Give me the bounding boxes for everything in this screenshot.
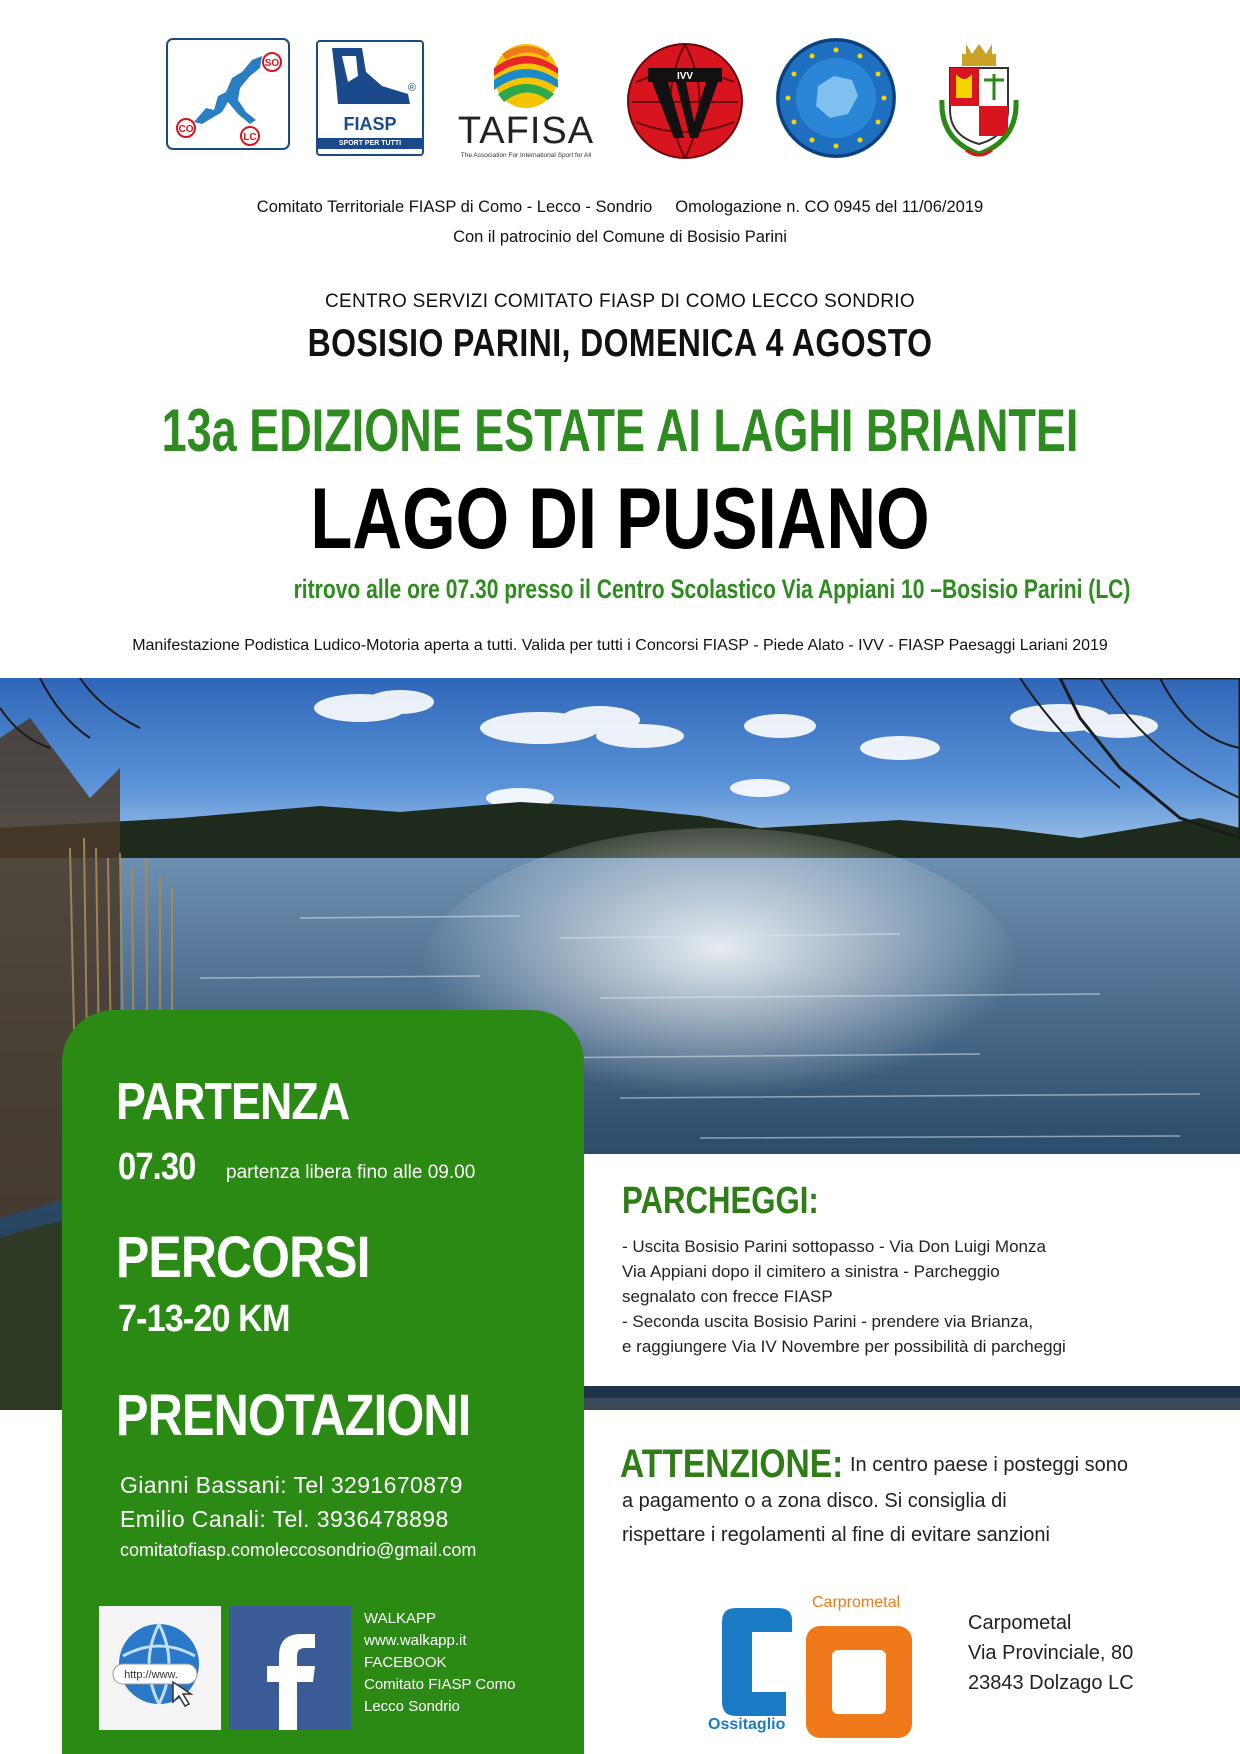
foot-wing-icon (318, 42, 422, 112)
parking-box (584, 1154, 1240, 1386)
attention-text-2: a pagamento o a zona disco. Si consiglia di (622, 1490, 1007, 1512)
european-volkssport-logo (774, 36, 898, 160)
partenza-time: 07.30 (118, 1146, 196, 1188)
attention-text-1: In centro paese i posteggi sono (850, 1454, 1128, 1476)
facebook-icon[interactable] (229, 1606, 351, 1730)
organizer-line: CENTRO SERVIZI COMITATO FIASP DI COMO LECCO SONDRIO (325, 291, 915, 312)
validity-line: Manifestazione Podistica Ludico-Motoria aperta a tutti. Valida per tutti i Concorsi FIASP - Piede Alato - IVV - FIASP Paesaggi Lariani 2019 (132, 637, 1108, 654)
tafisa-globe-icon (444, 38, 608, 110)
percorsi-value: 7-13-20 KM (118, 1298, 290, 1340)
parking-line-3: segnalato con frecce FIASP (622, 1287, 833, 1306)
lake-map-logo (166, 38, 290, 150)
ivv-text: IVV (676, 71, 694, 82)
fiasp-logo (316, 40, 424, 156)
sponsor-address-2: 23843 Dolzago LC (968, 1672, 1134, 1694)
sponsor-brand-top: Carprometal (812, 1594, 901, 1611)
attention-text-3: rispettare i regolamenti al fine di evitare sanzioni (622, 1524, 1050, 1546)
sponsor-name: Carpometal (968, 1612, 1072, 1634)
patronage-line: Con il patrocinio del Comune di Bosisio Parini (453, 228, 787, 246)
percorsi-title: PERCORSI (116, 1225, 370, 1290)
map-label-lc: LC (243, 132, 257, 143)
sponsor-brand-bottom: Ossitaglio (708, 1716, 786, 1733)
fiasp-reg-mark: ® (407, 82, 416, 94)
parking-line-2: Via Appiani dopo il cimitero a sinistra - Parcheggio (622, 1262, 1000, 1281)
map-label-co: CO (178, 124, 194, 135)
map-label-so: SO (264, 58, 280, 69)
web-icon[interactable] (99, 1606, 221, 1730)
committee-line: Comitato Territoriale FIASP di Como - Lecco - Sondrio Omologazione n. CO 0945 del 11/06/2019 (256, 198, 984, 216)
sponsor-logo (708, 1590, 928, 1746)
info-panel (62, 1010, 584, 1754)
sponsor-address-1: Via Provinciale, 80 (968, 1642, 1134, 1664)
contact-1: Gianni Bassani: Tel 3291670879 (120, 1472, 463, 1498)
email-link[interactable]: comitatofiasp.comoleccosondrio@gmail.com (120, 1540, 477, 1560)
partenza-title: PARTENZA (116, 1073, 350, 1131)
ivv-globe-logo (626, 42, 744, 160)
fiasp-sub: SPORT PER TUTTI (318, 138, 422, 149)
attention-sponsor-area (584, 1410, 1240, 1754)
link-facebook-label: FACEBOOK (364, 1654, 447, 1671)
link-walkapp-url[interactable]: www.walkapp.it (364, 1632, 467, 1649)
meeting-line: ritrovo alle ore 07.30 presso il Centro Scolastico Via Appiani 10 –Bosisio Parini (LC) (293, 574, 1131, 604)
parking-line-4: - Seconda uscita Bosisio Parini - prendere via Brianza, (622, 1312, 1034, 1331)
parking-line-1: - Uscita Bosisio Parini sottopasso - Via Don Luigi Monza (622, 1237, 1046, 1256)
attention-title: ATTENZIONE: (620, 1442, 844, 1486)
partenza-note: partenza libera fino alle 09.00 (226, 1162, 476, 1183)
edition-title: 13a EDIZIONE ESTATE AI LAGHI BRIANTEI (161, 397, 1079, 464)
link-walkapp-label: WALKAPP (364, 1610, 436, 1627)
link-facebook-page-2[interactable]: Lecco Sondrio (364, 1698, 460, 1715)
web-icon-label: http://www. (124, 1669, 178, 1681)
prenotazioni-title: PRENOTAZIONI (116, 1383, 471, 1448)
parking-line-5: e raggiungere Via IV Novembre per possibilità di parcheggi (622, 1337, 1066, 1356)
tafisa-sub: The Association For International Sport for All (460, 152, 592, 159)
date-line: BOSISIO PARINI, DOMENICA 4 AGOSTO (307, 322, 933, 365)
contact-2: Emilio Canali: Tel. 3936478898 (120, 1506, 449, 1532)
tafisa-name: TAFISA (457, 110, 595, 152)
fiasp-name: FIASP (343, 114, 397, 134)
tafisa-logo (444, 38, 608, 158)
parking-title: PARCHEGGI: (622, 1180, 819, 1222)
coat-of-arms-logo (926, 40, 1032, 164)
event-title: LAGO DI PUSIANO (310, 471, 930, 567)
link-facebook-page-1[interactable]: Comitato FIASP Como (364, 1676, 516, 1693)
